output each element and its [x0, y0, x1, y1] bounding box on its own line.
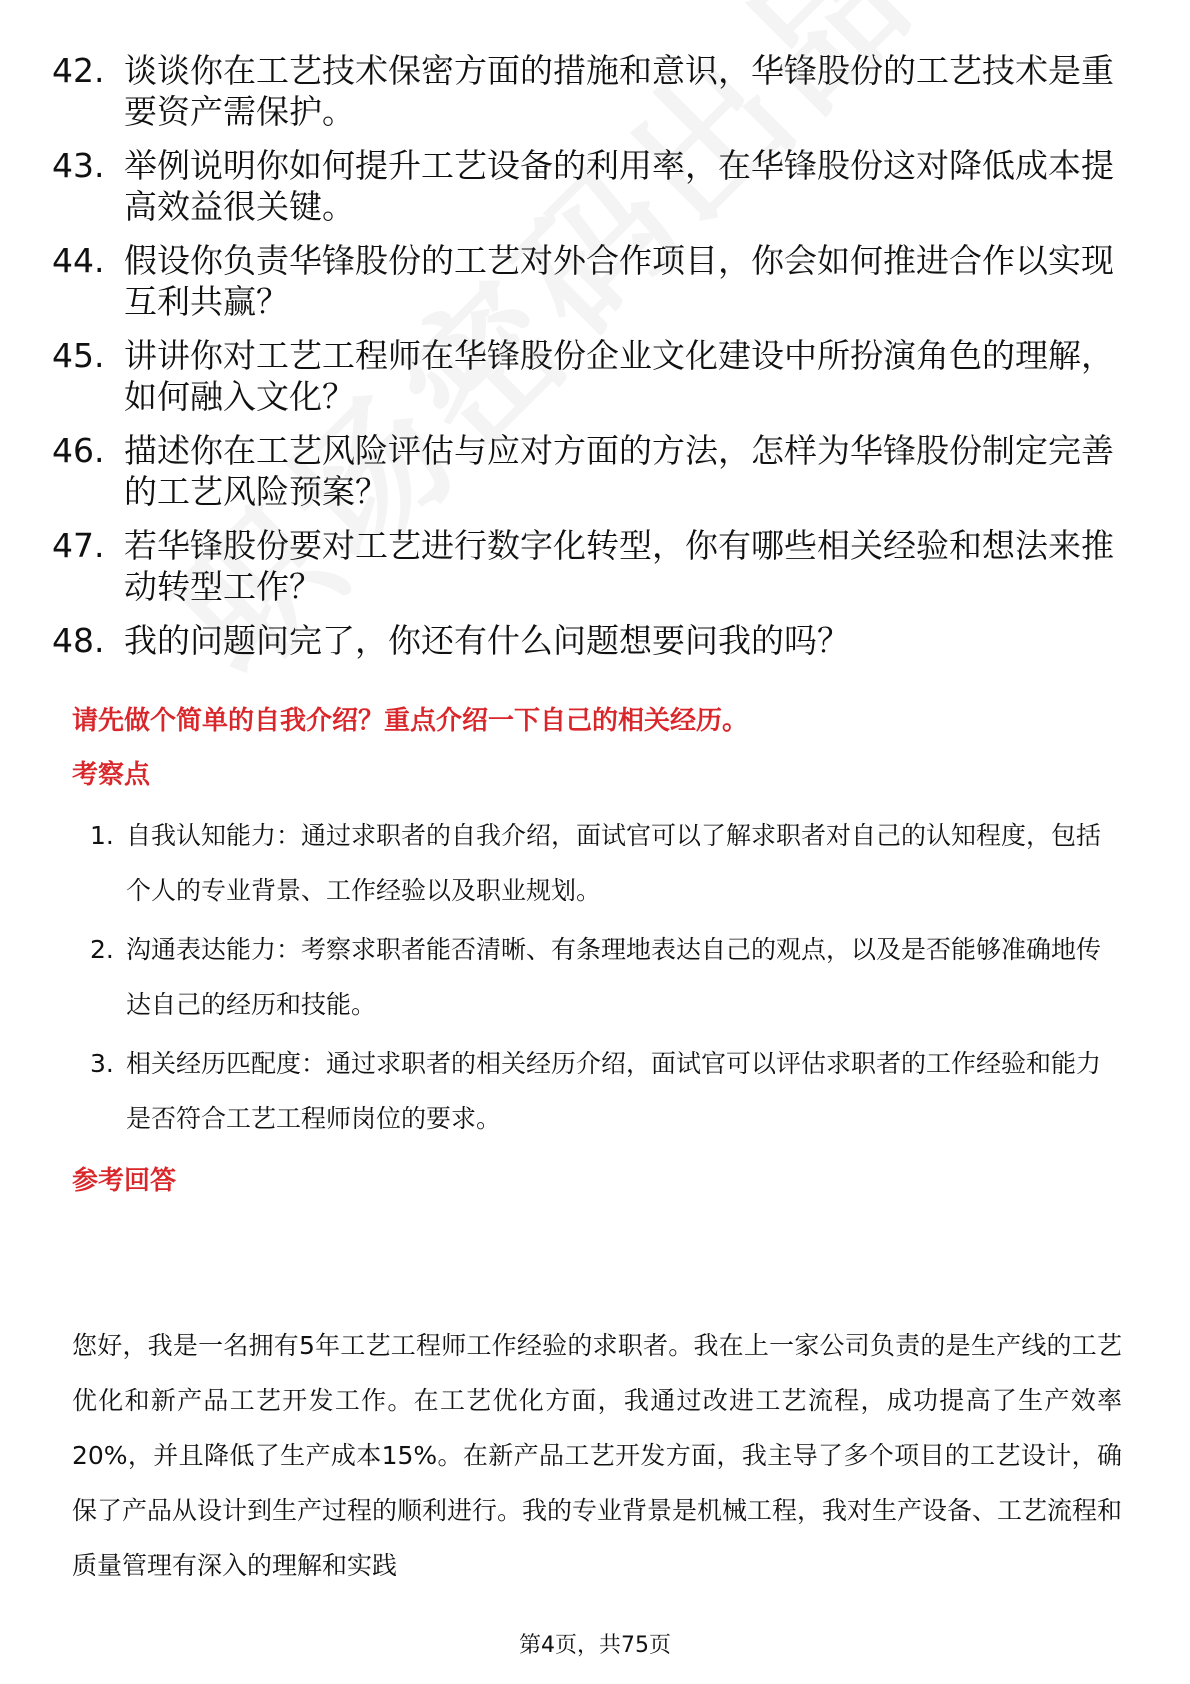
list-item [52, 240, 1132, 322]
question-text: 若华锋股份要对工艺进行数字化转型，你有哪些相关经验和想法来推动转型工作？ [124, 526, 1114, 606]
point-text: 相关经历匹配度：通过求职者的相关经历介绍，面试官可以评估求职者的工作经验和能力是否符合工艺工程师岗位的要求。 [126, 1049, 1102, 1133]
question-text: 举例说明你如何提升工艺设备的利用率，在华锋股份这对降低成本提高效益很关键。 [124, 146, 1114, 226]
intro-question-heading: 请先做个简单的自我介绍？重点介绍一下自己的相关经历。 [72, 706, 749, 736]
page-footer: 第4页，共75页 [519, 1633, 671, 1658]
point-number: 1. [90, 821, 114, 850]
points-heading: 考察点 [72, 760, 151, 790]
point-number: 2. [90, 935, 114, 964]
list-item [52, 430, 1132, 512]
answer-heading: 参考回答 [72, 1166, 177, 1196]
list-item [72, 922, 1122, 1032]
point-text: 沟通表达能力：考察求职者能否清晰、有条理地表达自己的观点，以及是否能够准确地传达自己的经历和技能。 [126, 935, 1102, 1019]
list-item [52, 335, 1132, 417]
question-text: 谈谈你在工艺技术保密方面的措施和意识，华锋股份的工艺技术是重要资产需保护。 [124, 51, 1114, 131]
question-number: 43. [52, 146, 105, 185]
question-text: 假设你负责华锋股份的工艺对外合作项目，你会如何推进合作以实现互利共赢？ [124, 241, 1114, 321]
answer-paragraph: 您好，我是一名拥有5年工艺工程师工作经验的求职者。我在上一家公司负责的是生产线的工艺优化和新产品工艺开发工作。在工艺优化方面，我通过改进工艺流程，成功提高了生产效率20%，并且降低了生产成本15%。在新产品工艺开发方面，我主导了多个项目的工艺设计，确保了产品从设计到生产过程的顺利进行。我的专业背景是机械工程，我对生产设备、工艺流程和质量管理有深入的理解和实践 [72, 1331, 1123, 1580]
question-list [52, 50, 1132, 674]
question-number: 42. [52, 51, 105, 90]
list-item [72, 808, 1122, 918]
list-item [52, 525, 1132, 607]
list-item [72, 1036, 1122, 1146]
question-number: 44. [52, 241, 105, 280]
points-list [72, 808, 1122, 1150]
point-text: 自我认知能力：通过求职者的自我介绍，面试官可以了解求职者对自己的认知程度，包括个人的专业背景、工作经验以及职业规划。 [126, 821, 1102, 905]
question-text: 讲讲你对工艺工程师在华锋股份企业文化建设中所扮演角色的理解，如何融入文化？ [124, 336, 1114, 416]
question-number: 45. [52, 336, 105, 375]
question-number: 48. [52, 621, 105, 660]
list-item [52, 620, 1132, 661]
list-item [52, 50, 1132, 132]
question-text: 我的问题问完了，你还有什么问题想要问我的吗？ [124, 621, 850, 660]
question-number: 46. [52, 431, 105, 470]
question-number: 47. [52, 526, 105, 565]
question-text: 描述你在工艺风险评估与应对方面的方法，怎样为华锋股份制定完善的工艺风险预案？ [124, 431, 1114, 511]
point-number: 3. [90, 1049, 114, 1078]
list-item [52, 145, 1132, 227]
